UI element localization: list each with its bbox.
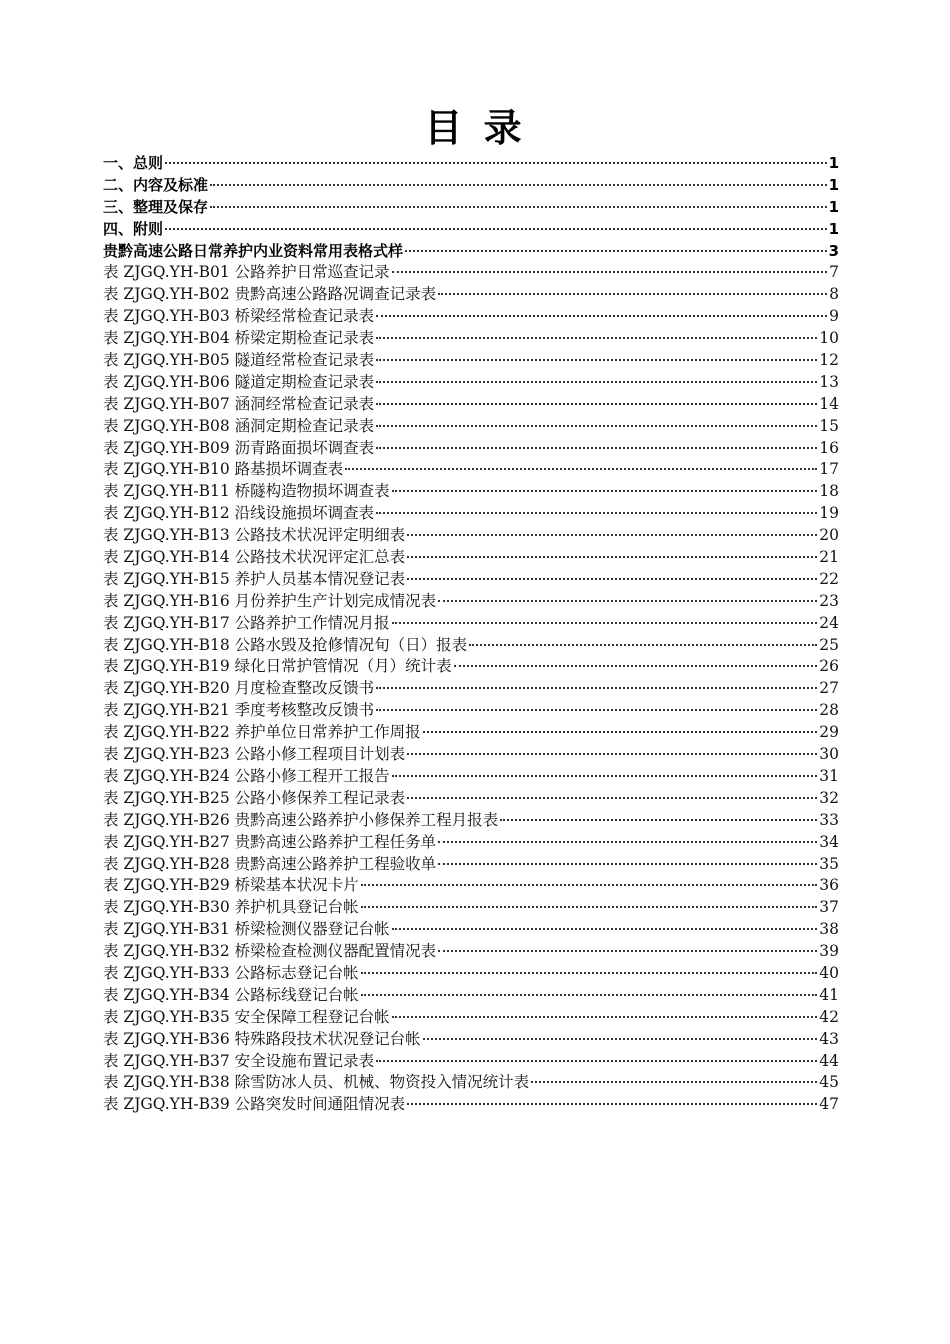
- toc-entry-label: 贵黔高速公路日常养护内业资料常用表格式样: [103, 241, 404, 260]
- toc-entry-label: 表 ZJGQ.YH-B09 沥青路面损坏调查表: [103, 438, 375, 457]
- toc-entry-label: 表 ZJGQ.YH-B25 公路小修保养工程记录表: [103, 788, 406, 807]
- toc-page-number: 47: [819, 1095, 839, 1114]
- toc-entry-label: 三、整理及保存: [103, 197, 209, 216]
- toc-entry-label: 表 ZJGQ.YH-B29 桥梁基本状况卡片: [103, 876, 359, 895]
- toc-entry-label: 二、内容及标准: [103, 175, 209, 194]
- toc-table-entry[interactable]: [103, 678, 839, 700]
- toc-entry-label: 表 ZJGQ.YH-B08 涵洞定期检查记录表: [103, 416, 375, 435]
- toc-page-number: 30: [819, 745, 839, 764]
- toc-table-entry[interactable]: [103, 1029, 839, 1051]
- dot-leader: [376, 708, 817, 711]
- dot-leader: [438, 292, 827, 295]
- toc-entry-label: 表 ZJGQ.YH-B37 安全设施布置记录表: [103, 1051, 375, 1070]
- toc-page-number: 21: [819, 548, 839, 567]
- dot-leader: [376, 424, 817, 427]
- toc-table-entry[interactable]: [103, 547, 839, 569]
- toc-page-number: 34: [819, 832, 839, 851]
- dot-leader: [376, 446, 817, 449]
- toc-page-number: 10: [819, 329, 839, 348]
- toc-page-number: 12: [819, 351, 839, 370]
- toc-entry-label: 表 ZJGQ.YH-B33 公路标志登记台帐: [103, 963, 359, 982]
- toc-page-number: 20: [819, 526, 839, 545]
- toc-table-entry[interactable]: [103, 1051, 839, 1073]
- toc-entry-label: 表 ZJGQ.YH-B23 公路小修工程项目计划表: [103, 745, 406, 764]
- toc-table-entry[interactable]: [103, 503, 839, 525]
- dot-leader: [376, 380, 817, 383]
- dot-leader: [210, 205, 827, 208]
- dot-leader: [407, 796, 817, 799]
- toc-page-number: 38: [819, 920, 839, 939]
- toc-table-entry[interactable]: [103, 788, 839, 810]
- toc-table-entry[interactable]: [103, 656, 839, 678]
- dot-leader: [392, 1015, 818, 1018]
- toc-table-entry[interactable]: [103, 810, 839, 832]
- toc-entry-label: 表 ZJGQ.YH-B20 月度检查整改反馈书: [103, 679, 375, 698]
- toc-section-entry[interactable]: [103, 241, 839, 263]
- toc-table-entry[interactable]: [103, 1094, 839, 1116]
- toc-table-entry[interactable]: [103, 481, 839, 503]
- dot-leader: [438, 949, 817, 952]
- dot-leader: [423, 1037, 818, 1040]
- toc-page-number: 36: [819, 876, 839, 895]
- toc-entry-label: 一、总则: [103, 154, 164, 172]
- toc-entry-label: 表 ZJGQ.YH-B11 桥隧构造物损坏调查表: [103, 482, 390, 501]
- toc-entry-label: 表 ZJGQ.YH-B24 公路小修工程开工报告: [103, 766, 390, 785]
- dot-leader: [392, 621, 818, 624]
- toc-page-number: 15: [819, 416, 839, 435]
- toc-page-number: 3: [828, 241, 839, 260]
- toc-page-number: 27: [819, 679, 839, 698]
- toc-page-number: 24: [819, 613, 839, 632]
- toc-page-number: 32: [819, 788, 839, 807]
- toc-page-number: 41: [819, 985, 839, 1004]
- dot-leader: [531, 1080, 817, 1083]
- toc-table-entry[interactable]: [103, 591, 839, 613]
- toc-page-number: 14: [819, 394, 839, 413]
- dot-leader: [210, 183, 827, 186]
- dot-leader: [500, 818, 817, 821]
- toc-table-entry[interactable]: [103, 372, 839, 394]
- toc-table-entry[interactable]: [103, 569, 839, 591]
- toc-page-number: 31: [819, 766, 839, 785]
- toc-page-number: 29: [819, 723, 839, 742]
- toc-entry-label: 表 ZJGQ.YH-B14 公路技术状况评定汇总表: [103, 548, 406, 567]
- dot-leader: [361, 971, 818, 974]
- toc-entry-label: 表 ZJGQ.YH-B28 贵黔高速公路养护工程验收单: [103, 854, 437, 873]
- dot-leader: [361, 905, 818, 908]
- toc-page-number: 43: [819, 1029, 839, 1048]
- toc-table-entry[interactable]: [103, 1072, 839, 1094]
- toc-entry-label: 四、附则: [103, 219, 164, 238]
- toc-page-number: 23: [819, 591, 839, 610]
- toc-entry-label: 表 ZJGQ.YH-B17 公路养护工作情况月报: [103, 613, 390, 632]
- toc-entry-label: 表 ZJGQ.YH-B39 公路突发时间通阻情况表: [103, 1095, 406, 1114]
- dot-leader: [469, 643, 817, 646]
- dot-leader: [392, 270, 827, 273]
- toc-table-entry[interactable]: [103, 350, 839, 372]
- toc-page-number: 33: [819, 810, 839, 829]
- toc-page-number: 13: [819, 372, 839, 391]
- toc-section-entry[interactable]: [103, 175, 839, 197]
- toc-table-entry[interactable]: [103, 722, 839, 744]
- toc-entry-label: 表 ZJGQ.YH-B27 贵黔高速公路养护工程任务单: [103, 832, 437, 851]
- toc-table-entry[interactable]: [103, 262, 839, 284]
- toc-table-entry[interactable]: [103, 328, 839, 350]
- dot-leader: [438, 862, 817, 865]
- table-of-contents: [103, 153, 839, 1116]
- dot-leader: [454, 664, 818, 667]
- dot-leader: [376, 336, 817, 339]
- toc-section-entry[interactable]: [103, 153, 839, 175]
- dot-leader: [407, 555, 817, 558]
- toc-entry-label: 表 ZJGQ.YH-B03 桥梁经常检查记录表: [103, 307, 375, 326]
- dot-leader: [407, 1102, 817, 1105]
- toc-table-entry[interactable]: [103, 963, 839, 985]
- toc-page-number: 35: [819, 854, 839, 873]
- toc-page-number: 1: [828, 197, 839, 216]
- dot-leader: [165, 227, 827, 230]
- toc-entry-label: 表 ZJGQ.YH-B04 桥梁定期检查记录表: [103, 329, 375, 348]
- toc-table-entry[interactable]: [103, 284, 839, 306]
- dot-leader: [423, 730, 818, 733]
- dot-leader: [438, 840, 817, 843]
- dot-leader: [361, 883, 818, 886]
- toc-table-entry[interactable]: [103, 416, 839, 438]
- toc-table-entry[interactable]: [103, 985, 839, 1007]
- toc-page-number: 1: [828, 154, 839, 172]
- toc-section-entry[interactable]: [103, 219, 839, 241]
- toc-table-entry[interactable]: [103, 744, 839, 766]
- toc-entry-label: 表 ZJGQ.YH-B38 除雪防冰人员、机械、物资投入情况统计表: [103, 1073, 530, 1092]
- toc-page-number: 22: [819, 569, 839, 588]
- toc-page-number: 25: [819, 635, 839, 654]
- page-title: 目 录: [424, 105, 526, 150]
- toc-page-number: 26: [819, 657, 839, 676]
- toc-table-entry[interactable]: [103, 875, 839, 897]
- toc-page-number: 9: [829, 307, 839, 326]
- dot-leader: [376, 686, 817, 689]
- toc-entry-label: 表 ZJGQ.YH-B13 公路技术状况评定明细表: [103, 526, 406, 545]
- toc-table-entry[interactable]: [103, 525, 839, 547]
- toc-entry-label: 表 ZJGQ.YH-B06 隧道定期检查记录表: [103, 372, 375, 391]
- toc-entry-label: 表 ZJGQ.YH-B22 养护单位日常养护工作周报: [103, 723, 421, 742]
- toc-entry-label: 表 ZJGQ.YH-B07 涵洞经常检查记录表: [103, 394, 375, 413]
- toc-page-number: 37: [819, 898, 839, 917]
- toc-section-entry[interactable]: [103, 197, 839, 219]
- toc-entry-label: 表 ZJGQ.YH-B15 养护人员基本情况登记表: [103, 569, 406, 588]
- dot-leader: [392, 927, 818, 930]
- toc-entry-label: 表 ZJGQ.YH-B10 路基损坏调查表: [103, 460, 344, 479]
- toc-page-number: 18: [819, 482, 839, 501]
- dot-leader: [345, 467, 817, 470]
- toc-entry-label: 表 ZJGQ.YH-B35 安全保障工程登记台帐: [103, 1007, 390, 1026]
- toc-page-number: 7: [829, 263, 839, 282]
- toc-entry-label: 表 ZJGQ.YH-B21 季度考核整改反馈书: [103, 701, 375, 720]
- toc-entry-label: 表 ZJGQ.YH-B36 特殊路段技术状况登记台帐: [103, 1029, 421, 1048]
- toc-page-number: 1: [828, 219, 839, 238]
- toc-entry-label: 表 ZJGQ.YH-B12 沿线设施损坏调查表: [103, 504, 375, 523]
- dot-leader: [407, 533, 817, 536]
- dot-leader: [438, 599, 817, 602]
- toc-table-entry[interactable]: [103, 700, 839, 722]
- dot-leader: [405, 249, 827, 252]
- toc-table-entry[interactable]: [103, 459, 839, 481]
- toc-page-number: 28: [819, 701, 839, 720]
- dot-leader: [376, 402, 817, 405]
- dot-leader: [376, 511, 817, 514]
- toc-table-entry[interactable]: [103, 832, 839, 854]
- toc-page-number: 16: [819, 438, 839, 457]
- dot-leader: [361, 993, 818, 996]
- toc-entry-label: 表 ZJGQ.YH-B30 养护机具登记台帐: [103, 898, 359, 917]
- toc-entry-label: 表 ZJGQ.YH-B26 贵黔高速公路养护小修保养工程月报表: [103, 810, 499, 829]
- toc-table-entry[interactable]: [103, 613, 839, 635]
- toc-entry-label: 表 ZJGQ.YH-B16 月份养护生产计划完成情况表: [103, 591, 437, 610]
- dot-leader: [407, 577, 817, 580]
- toc-page-number: 39: [819, 942, 839, 961]
- toc-entry-label: 表 ZJGQ.YH-B31 桥梁检测仪器登记台帐: [103, 920, 390, 939]
- toc-table-entry[interactable]: [103, 919, 839, 941]
- toc-table-entry[interactable]: [103, 394, 839, 416]
- dot-leader: [407, 752, 817, 755]
- toc-page-number: 8: [829, 285, 839, 304]
- toc-page-number: 40: [819, 963, 839, 982]
- dot-leader: [165, 161, 827, 164]
- toc-page-number: 42: [819, 1007, 839, 1026]
- toc-entry-label: 表 ZJGQ.YH-B34 公路标线登记台帐: [103, 985, 359, 1004]
- dot-leader: [392, 489, 818, 492]
- toc-entry-label: 表 ZJGQ.YH-B05 隧道经常检查记录表: [103, 351, 375, 370]
- toc-page-number: 19: [819, 504, 839, 523]
- dot-leader: [392, 774, 818, 777]
- toc-table-entry[interactable]: [103, 306, 839, 328]
- toc-table-entry[interactable]: [103, 635, 839, 657]
- toc-page-number: 45: [819, 1073, 839, 1092]
- dot-leader: [376, 358, 817, 361]
- toc-table-entry[interactable]: [103, 941, 839, 963]
- toc-table-entry[interactable]: [103, 766, 839, 788]
- toc-entry-label: 表 ZJGQ.YH-B02 贵黔高速公路路况调查记录表: [103, 285, 437, 304]
- toc-entry-label: 表 ZJGQ.YH-B32 桥梁检查检测仪器配置情况表: [103, 942, 437, 961]
- dot-leader: [376, 1059, 817, 1062]
- toc-table-entry[interactable]: [103, 438, 839, 460]
- toc-page-number: 17: [819, 460, 839, 479]
- toc-entry-label: 表 ZJGQ.YH-B18 公路水毁及抢修情况旬（日）报表: [103, 635, 468, 654]
- toc-entry-label: 表 ZJGQ.YH-B19 绿化日常护管情况（月）统计表: [103, 657, 452, 676]
- toc-page-number: 44: [819, 1051, 839, 1070]
- toc-entry-label: 表 ZJGQ.YH-B01 公路养护日常巡查记录: [103, 263, 390, 282]
- toc-table-entry[interactable]: [103, 854, 839, 876]
- toc-table-entry[interactable]: [103, 897, 839, 919]
- toc-page-number: 1: [828, 175, 839, 194]
- dot-leader: [376, 314, 827, 317]
- toc-table-entry[interactable]: [103, 1007, 839, 1029]
